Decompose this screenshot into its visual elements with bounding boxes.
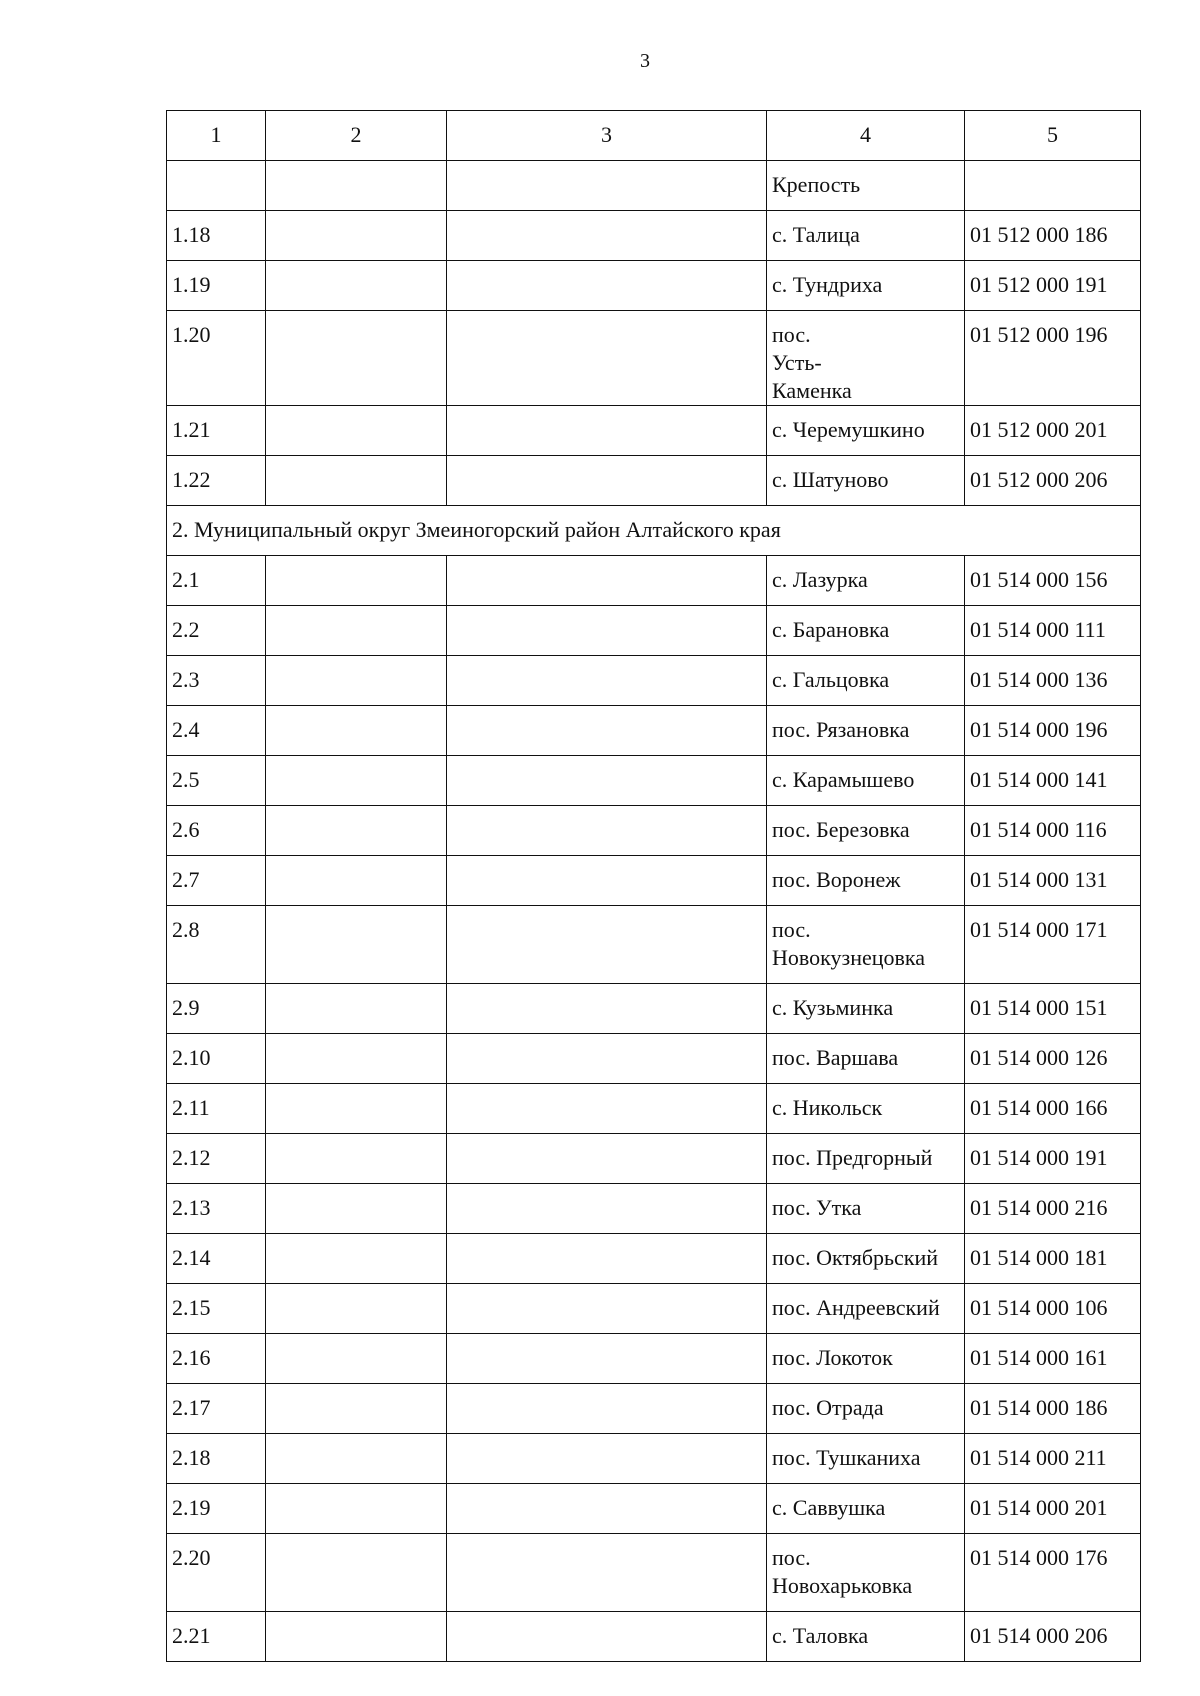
oktmo-code: 01 514 000 181	[965, 1234, 1141, 1284]
header-cell-2: 2	[266, 111, 447, 161]
oktmo-code: 01 514 000 166	[965, 1084, 1141, 1134]
settlement-name	[767, 906, 965, 984]
oktmo-code: 01 514 000 151	[965, 984, 1141, 1034]
row-number: 1.21	[167, 406, 266, 456]
settlement-name: с. Таловка	[767, 1612, 965, 1662]
settlement-name: с. Талица	[767, 211, 965, 261]
row-number: 2.19	[167, 1484, 266, 1534]
row-number: 2.8	[167, 906, 266, 984]
table-row	[167, 1234, 1141, 1284]
table-row	[167, 606, 1141, 656]
table-row	[167, 1034, 1141, 1084]
settlement-name: Крепость	[767, 161, 965, 211]
table-row	[167, 1084, 1141, 1134]
table-row	[167, 1484, 1141, 1534]
settlement-name: с. Никольск	[767, 1084, 965, 1134]
table-row	[167, 706, 1141, 756]
empty-cell	[266, 161, 447, 211]
table-row	[167, 806, 1141, 856]
row-number: 1.19	[167, 261, 266, 311]
empty-cell	[447, 1484, 767, 1534]
empty-cell	[266, 261, 447, 311]
settlement-name-part: Усть-	[772, 350, 822, 375]
table-row	[167, 211, 1141, 261]
header-cell-5: 5	[965, 111, 1141, 161]
oktmo-code: 01 514 000 161	[965, 1334, 1141, 1384]
oktmo-code: 01 512 000 191	[965, 261, 1141, 311]
empty-cell	[266, 1334, 447, 1384]
table-row	[167, 1134, 1141, 1184]
row-number: 2.13	[167, 1184, 266, 1234]
row-number: 2.14	[167, 1234, 266, 1284]
empty-cell	[266, 556, 447, 606]
row-number: 2.10	[167, 1034, 266, 1084]
section-heading-row	[167, 506, 1141, 556]
row-number: 2.17	[167, 1384, 266, 1434]
table-row	[167, 261, 1141, 311]
row-number: 2.7	[167, 856, 266, 906]
oktmo-code: 01 514 000 206	[965, 1612, 1141, 1662]
empty-cell	[447, 1134, 767, 1184]
settlement-name-line-1: пос.	[772, 917, 811, 942]
oktmo-code: 01 514 000 201	[965, 1484, 1141, 1534]
row-number: 2.2	[167, 606, 266, 656]
empty-cell	[266, 456, 447, 506]
empty-cell	[266, 1084, 447, 1134]
oktmo-code: 01 514 000 126	[965, 1034, 1141, 1084]
empty-cell	[266, 1134, 447, 1184]
empty-cell	[447, 706, 767, 756]
empty-cell	[447, 606, 767, 656]
table-row	[167, 756, 1141, 806]
settlement-name: с. Черемушкино	[767, 406, 965, 456]
settlement-name: пос. Варшава	[767, 1034, 965, 1084]
settlement-name: с. Кузьминка	[767, 984, 965, 1034]
empty-cell	[447, 261, 767, 311]
settlement-name-line-2: Новокузнецовка	[772, 945, 926, 970]
empty-cell	[266, 1184, 447, 1234]
header-cell-4: 4	[767, 111, 965, 161]
settlement-name: пос. Андреевский	[767, 1284, 965, 1334]
settlement-name: пос. Воронеж	[767, 856, 965, 906]
empty-cell	[447, 1084, 767, 1134]
row-number: 2.21	[167, 1612, 266, 1662]
table-row	[167, 906, 1141, 984]
row-number: 2.16	[167, 1334, 266, 1384]
row-number: 2.11	[167, 1084, 266, 1134]
settlement-name: пос. Тушканиха	[767, 1434, 965, 1484]
oktmo-code: 01 512 000 201	[965, 406, 1141, 456]
empty-cell	[447, 756, 767, 806]
settlement-name: с. Лазурка	[767, 556, 965, 606]
oktmo-code: 01 514 000 176	[965, 1534, 1141, 1612]
table-row	[167, 984, 1141, 1034]
table-row	[167, 1284, 1141, 1334]
empty-cell	[266, 311, 447, 406]
empty-cell	[266, 906, 447, 984]
empty-cell	[266, 856, 447, 906]
empty-cell	[447, 1234, 767, 1284]
oktmo-code: 01 514 000 211	[965, 1434, 1141, 1484]
settlement-name: пос. Березовка	[767, 806, 965, 856]
continuation-row	[167, 161, 1141, 211]
empty-cell	[266, 706, 447, 756]
table-row	[167, 556, 1141, 606]
empty-cell	[266, 1234, 447, 1284]
header-cell-1: 1	[167, 111, 266, 161]
table-header-row	[167, 111, 1141, 161]
table-row	[167, 1384, 1141, 1434]
empty-cell	[447, 161, 767, 211]
row-number: 2.1	[167, 556, 266, 606]
oktmo-code: 01 514 000 171	[965, 906, 1141, 984]
empty-cell	[266, 806, 447, 856]
empty-cell	[167, 161, 266, 211]
empty-cell	[447, 311, 767, 406]
table-row	[167, 856, 1141, 906]
row-number: 1.20	[167, 311, 266, 406]
row-number: 2.15	[167, 1284, 266, 1334]
empty-cell	[266, 656, 447, 706]
empty-cell	[266, 1384, 447, 1434]
settlements-table	[166, 110, 1141, 1662]
table-row	[167, 311, 1141, 406]
settlement-name	[767, 1534, 965, 1612]
table-row	[167, 656, 1141, 706]
empty-cell	[447, 1384, 767, 1434]
table-row	[167, 1434, 1141, 1484]
empty-cell	[447, 906, 767, 984]
row-number: 2.12	[167, 1134, 266, 1184]
row-number: 2.5	[167, 756, 266, 806]
page-number: 3	[640, 50, 650, 72]
table-row	[167, 456, 1141, 506]
settlement-name: пос. Октябрьский	[767, 1234, 965, 1284]
settlement-name: пос. Утка	[767, 1184, 965, 1234]
row-number: 2.20	[167, 1534, 266, 1612]
oktmo-code: 01 514 000 136	[965, 656, 1141, 706]
empty-cell	[447, 1434, 767, 1484]
row-number: 2.6	[167, 806, 266, 856]
oktmo-code: 01 512 000 196	[965, 311, 1141, 406]
empty-cell	[447, 1612, 767, 1662]
empty-cell	[447, 984, 767, 1034]
oktmo-code: 01 514 000 111	[965, 606, 1141, 656]
empty-cell	[266, 1434, 447, 1484]
empty-cell	[447, 1534, 767, 1612]
empty-cell	[447, 1284, 767, 1334]
settlement-type: пос.	[772, 322, 811, 347]
table-row	[167, 1534, 1141, 1612]
empty-cell	[447, 1334, 767, 1384]
row-number: 1.18	[167, 211, 266, 261]
settlement-name	[767, 311, 965, 406]
oktmo-code: 01 514 000 106	[965, 1284, 1141, 1334]
oktmo-code	[965, 161, 1141, 211]
empty-cell	[266, 1534, 447, 1612]
settlement-name: с. Тундриха	[767, 261, 965, 311]
settlement-name: пос. Локоток	[767, 1334, 965, 1384]
header-cell-3: 3	[447, 111, 767, 161]
settlement-name: с. Шатуново	[767, 456, 965, 506]
empty-cell	[447, 556, 767, 606]
row-number: 2.18	[167, 1434, 266, 1484]
section-title: 2. Муниципальный округ Змеиногорский район Алтайского края	[167, 506, 1141, 556]
row-number: 1.22	[167, 456, 266, 506]
settlement-name-line-1: пос.	[772, 1545, 811, 1570]
settlement-name: пос. Рязановка	[767, 706, 965, 756]
empty-cell	[266, 406, 447, 456]
oktmo-code: 01 514 000 196	[965, 706, 1141, 756]
empty-cell	[447, 806, 767, 856]
row-number: 2.3	[167, 656, 266, 706]
empty-cell	[266, 756, 447, 806]
oktmo-code: 01 514 000 141	[965, 756, 1141, 806]
settlement-name: с. Карамышево	[767, 756, 965, 806]
oktmo-code: 01 514 000 186	[965, 1384, 1141, 1434]
oktmo-code: 01 514 000 156	[965, 556, 1141, 606]
empty-cell	[447, 406, 767, 456]
table-row	[167, 1334, 1141, 1384]
oktmo-code: 01 514 000 216	[965, 1184, 1141, 1234]
empty-cell	[266, 606, 447, 656]
empty-cell	[447, 1184, 767, 1234]
oktmo-code: 01 514 000 191	[965, 1134, 1141, 1184]
oktmo-code: 01 512 000 206	[965, 456, 1141, 506]
empty-cell	[266, 984, 447, 1034]
settlement-name: с. Барановка	[767, 606, 965, 656]
settlement-name: пос. Предгорный	[767, 1134, 965, 1184]
settlement-name: пос. Отрада	[767, 1384, 965, 1434]
oktmo-code: 01 514 000 131	[965, 856, 1141, 906]
empty-cell	[266, 1484, 447, 1534]
empty-cell	[447, 656, 767, 706]
table-row	[167, 1184, 1141, 1234]
empty-cell	[447, 456, 767, 506]
settlement-name: с. Саввушка	[767, 1484, 965, 1534]
settlement-name: с. Гальцовка	[767, 656, 965, 706]
settlement-name-line-2: Каменка	[772, 378, 852, 403]
empty-cell	[447, 856, 767, 906]
empty-cell	[266, 1034, 447, 1084]
row-number: 2.4	[167, 706, 266, 756]
oktmo-code: 01 512 000 186	[965, 211, 1141, 261]
empty-cell	[447, 1034, 767, 1084]
table-row	[167, 406, 1141, 456]
empty-cell	[266, 211, 447, 261]
empty-cell	[447, 211, 767, 261]
row-number: 2.9	[167, 984, 266, 1034]
settlement-name-line-1	[772, 321, 959, 377]
table-row	[167, 1612, 1141, 1662]
empty-cell	[266, 1612, 447, 1662]
empty-cell	[266, 1284, 447, 1334]
settlement-name-line-2: Новохарьковка	[772, 1573, 913, 1598]
oktmo-code: 01 514 000 116	[965, 806, 1141, 856]
